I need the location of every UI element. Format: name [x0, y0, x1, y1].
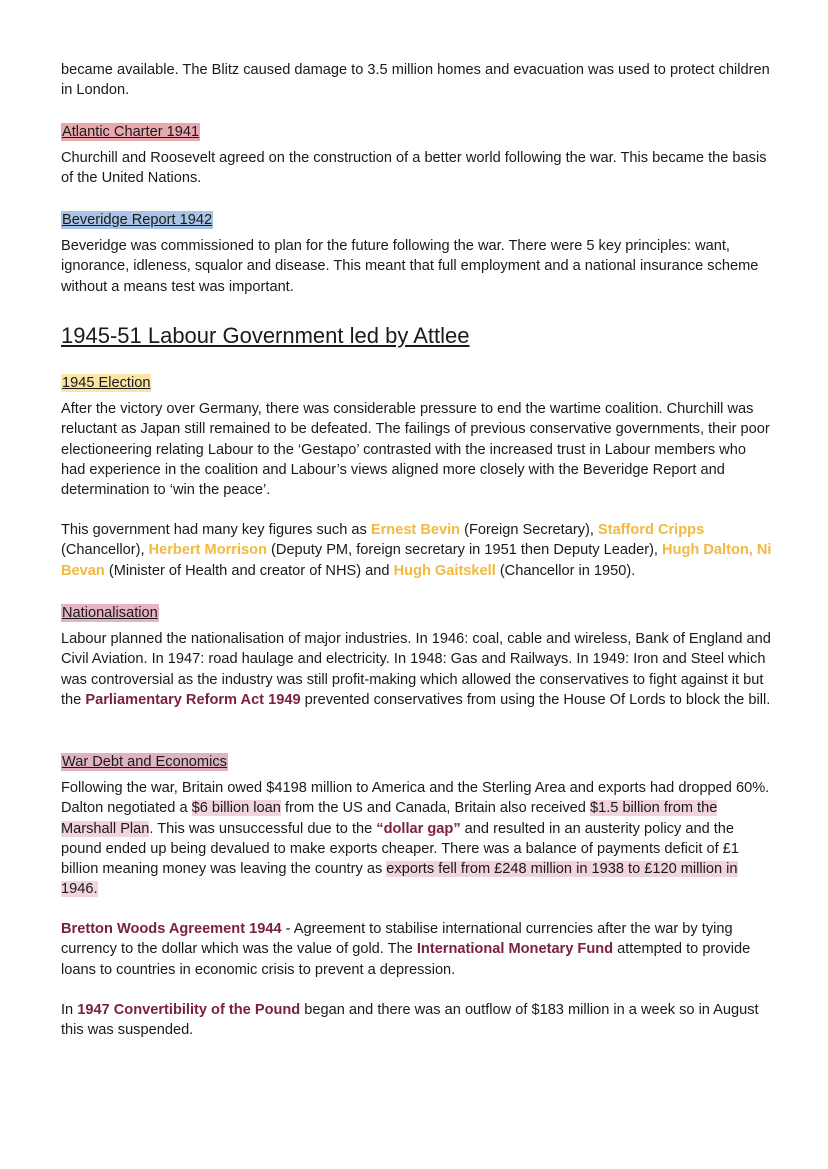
- figures-text: (Minister of Health and creator of NHS) and: [104, 562, 394, 579]
- intro-paragraph: became available. The Blitz caused damage to 3.5 million homes and evacuation was used to protect children in London.: [61, 62, 770, 99]
- beveridge-report-paragraph: Beveridge was commissioned to plan for the future following the war. There were 5 key principles: want, ignorance, idleness, squalor and disease. This meant that full employment and a national insurance scheme without a means test was important.: [61, 238, 759, 295]
- atlantic-charter-heading: Atlantic Charter 1941: [62, 124, 200, 140]
- figures-text: (Chancellor in 1950).: [495, 562, 636, 579]
- convertibility-text: began and there was an outflow of $183 million in a week so in August this was suspended.: [61, 1002, 759, 1039]
- figures-text: This government had many key figures such as: [61, 522, 371, 538]
- nationalisation-text: Labour planned the nationalisation of major industries. In 1946: coal, cable and wireless, Bank of England and Civil Aviation. In 1947: road haulage and electricity. In 1948: Gas and Railways. In 1949: Iron and Steel which was controversial as the industry was still profit-making which allowed the conservatives to fight against it but the: [61, 631, 771, 708]
- war-debt-paragraph: [61, 778, 773, 900]
- figure-name: Stafford Cripps: [597, 522, 705, 538]
- key-figures-paragraph: [61, 520, 773, 581]
- figure-name: Hugh Dalton, Ni Bevan: [61, 542, 772, 579]
- nationalisation-heading: Nationalisation: [62, 605, 158, 621]
- nationalisation-paragraph: [61, 629, 773, 710]
- highlighted-fact: exports fell from £248 million in 1938 to £120 million in 1946.: [61, 861, 738, 898]
- figures-text: (Deputy PM, foreign secretary in 1951 then Deputy Leader),: [266, 542, 663, 559]
- figure-name: Herbert Morrison: [148, 542, 267, 559]
- bretton-woods-paragraph: [61, 919, 773, 980]
- figure-name: Ernest Bevin: [370, 522, 461, 538]
- key-term: International Monetary Fund: [416, 941, 614, 958]
- convertibility-paragraph: [61, 1000, 773, 1041]
- election-paragraph: After the victory over Germany, there was considerable pressure to end the wartime coalition. Churchill was reluctant as Japan still remained to be defeated. The failings of previous conservative governments, their poor electioneering relating Labour to the ‘Gestapo’ contrasted with the increased trust in Labour members who had experience in the coalition and Labour’s views aligned more closely with the Beveridge Report and determination to ‘win the peace’.: [61, 401, 770, 499]
- war-debt-text: . This was unsuccessful due to the: [149, 820, 377, 837]
- figures-text: (Foreign Secretary),: [460, 522, 598, 538]
- war-debt-text: from the US and Canada, Britain also received: [280, 800, 590, 817]
- war-debt-text: and resulted in an austerity policy and the pound ended up being devalued to make exports cheaper. There was a balance of payments deficit of £1 billion meaning money was leaving the country as: [61, 820, 739, 878]
- convertibility-text: In: [61, 1002, 78, 1018]
- section-title: 1945-51 Labour Government led by Attlee: [61, 323, 470, 348]
- highlighted-fact: $1.5 billion from the Marshall Plan: [61, 800, 718, 837]
- key-term: Bretton Woods Agreement 1944: [61, 921, 282, 937]
- key-term: Parliamentary Reform Act 1949: [85, 691, 301, 708]
- key-term: 1947 Convertibility of the Pound: [77, 1002, 301, 1018]
- bretton-text: - Agreement to stabilise international currencies after the war by tying currency to the dollar which was the value of gold. The: [61, 921, 733, 958]
- figure-name: Hugh Gaitskell: [393, 562, 496, 579]
- key-term: “dollar gap”: [376, 820, 461, 837]
- war-debt-text: Following the war, Britain owed $4198 million to America and the Sterling Area and exports had dropped 60%. Dalton negotiated a: [61, 780, 770, 817]
- war-debt-heading: War Debt and Economics: [62, 754, 227, 770]
- figures-text: (Chancellor),: [61, 542, 149, 559]
- election-heading: 1945 Election: [62, 375, 151, 391]
- highlighted-fact: $6 billion loan: [191, 800, 281, 817]
- nationalisation-text: prevented conservatives from using the House Of Lords to block the bill.: [300, 691, 771, 708]
- beveridge-report-heading: Beveridge Report 1942: [62, 212, 213, 228]
- bretton-text: attempted to provide loans to countries in economic crisis to prevent a depression.: [61, 941, 751, 978]
- atlantic-charter-paragraph: Churchill and Roosevelt agreed on the construction of a better world following the war. This became the basis of the United Nations.: [61, 150, 767, 187]
